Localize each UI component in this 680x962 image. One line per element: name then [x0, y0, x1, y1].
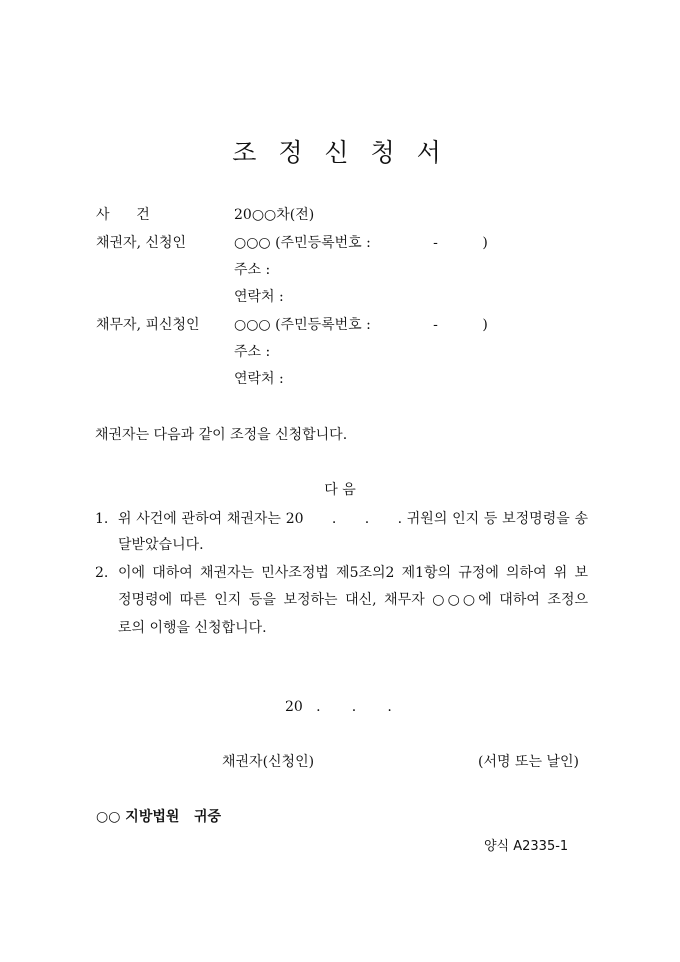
signature-note: (서명 또는 날인): [478, 754, 579, 770]
document-title: 조 정 신 청 서: [232, 138, 448, 167]
item-text-line: 달받았습니다.: [118, 537, 204, 553]
form-number: 양식 A2335-1: [484, 839, 569, 854]
debtor-contact: 연락처 :: [234, 371, 284, 387]
debtor-address: 주소 :: [234, 344, 271, 360]
item-number: 2.: [95, 565, 109, 581]
debtor-name-line: ○○○ (주민등록번호 : - ): [234, 317, 488, 333]
item-text-line: 위 사건에 관하여 채권자는 20 . . . 귀원의 인지 등 보정명령을 송: [118, 511, 588, 527]
section-heading: 다 음: [324, 482, 356, 498]
creditor-address: 주소 :: [234, 262, 271, 278]
item-text-line: 로의 이행을 신청합니다.: [118, 620, 267, 636]
court-name: ○○ 지방법원 귀중: [96, 809, 222, 825]
signer-label: 채권자(신청인): [222, 754, 315, 770]
creditor-label: 채권자, 신청인: [96, 235, 187, 251]
intro-text: 채권자는 다음과 같이 조정을 신청합니다.: [95, 427, 348, 443]
debtor-label: 채무자, 피신청인: [96, 317, 200, 333]
creditor-contact: 연락처 :: [234, 289, 284, 305]
case-number: 20○○차(전): [234, 207, 315, 223]
item-number: 1.: [95, 511, 109, 527]
item-text-line: 정명령에 따른 인지 등을 보정하는 대신, 채무자 ○○○에 대하여 조정으: [118, 592, 588, 608]
date-line: 20 . . .: [285, 699, 392, 715]
case-label: 사 건: [96, 207, 150, 223]
creditor-name-line: ○○○ (주민등록번호 : - ): [234, 235, 488, 251]
item-text-line: 이에 대하여 채권자는 민사조정법 제5조의2 제1항의 규정에 의하여 위 보: [118, 565, 588, 581]
